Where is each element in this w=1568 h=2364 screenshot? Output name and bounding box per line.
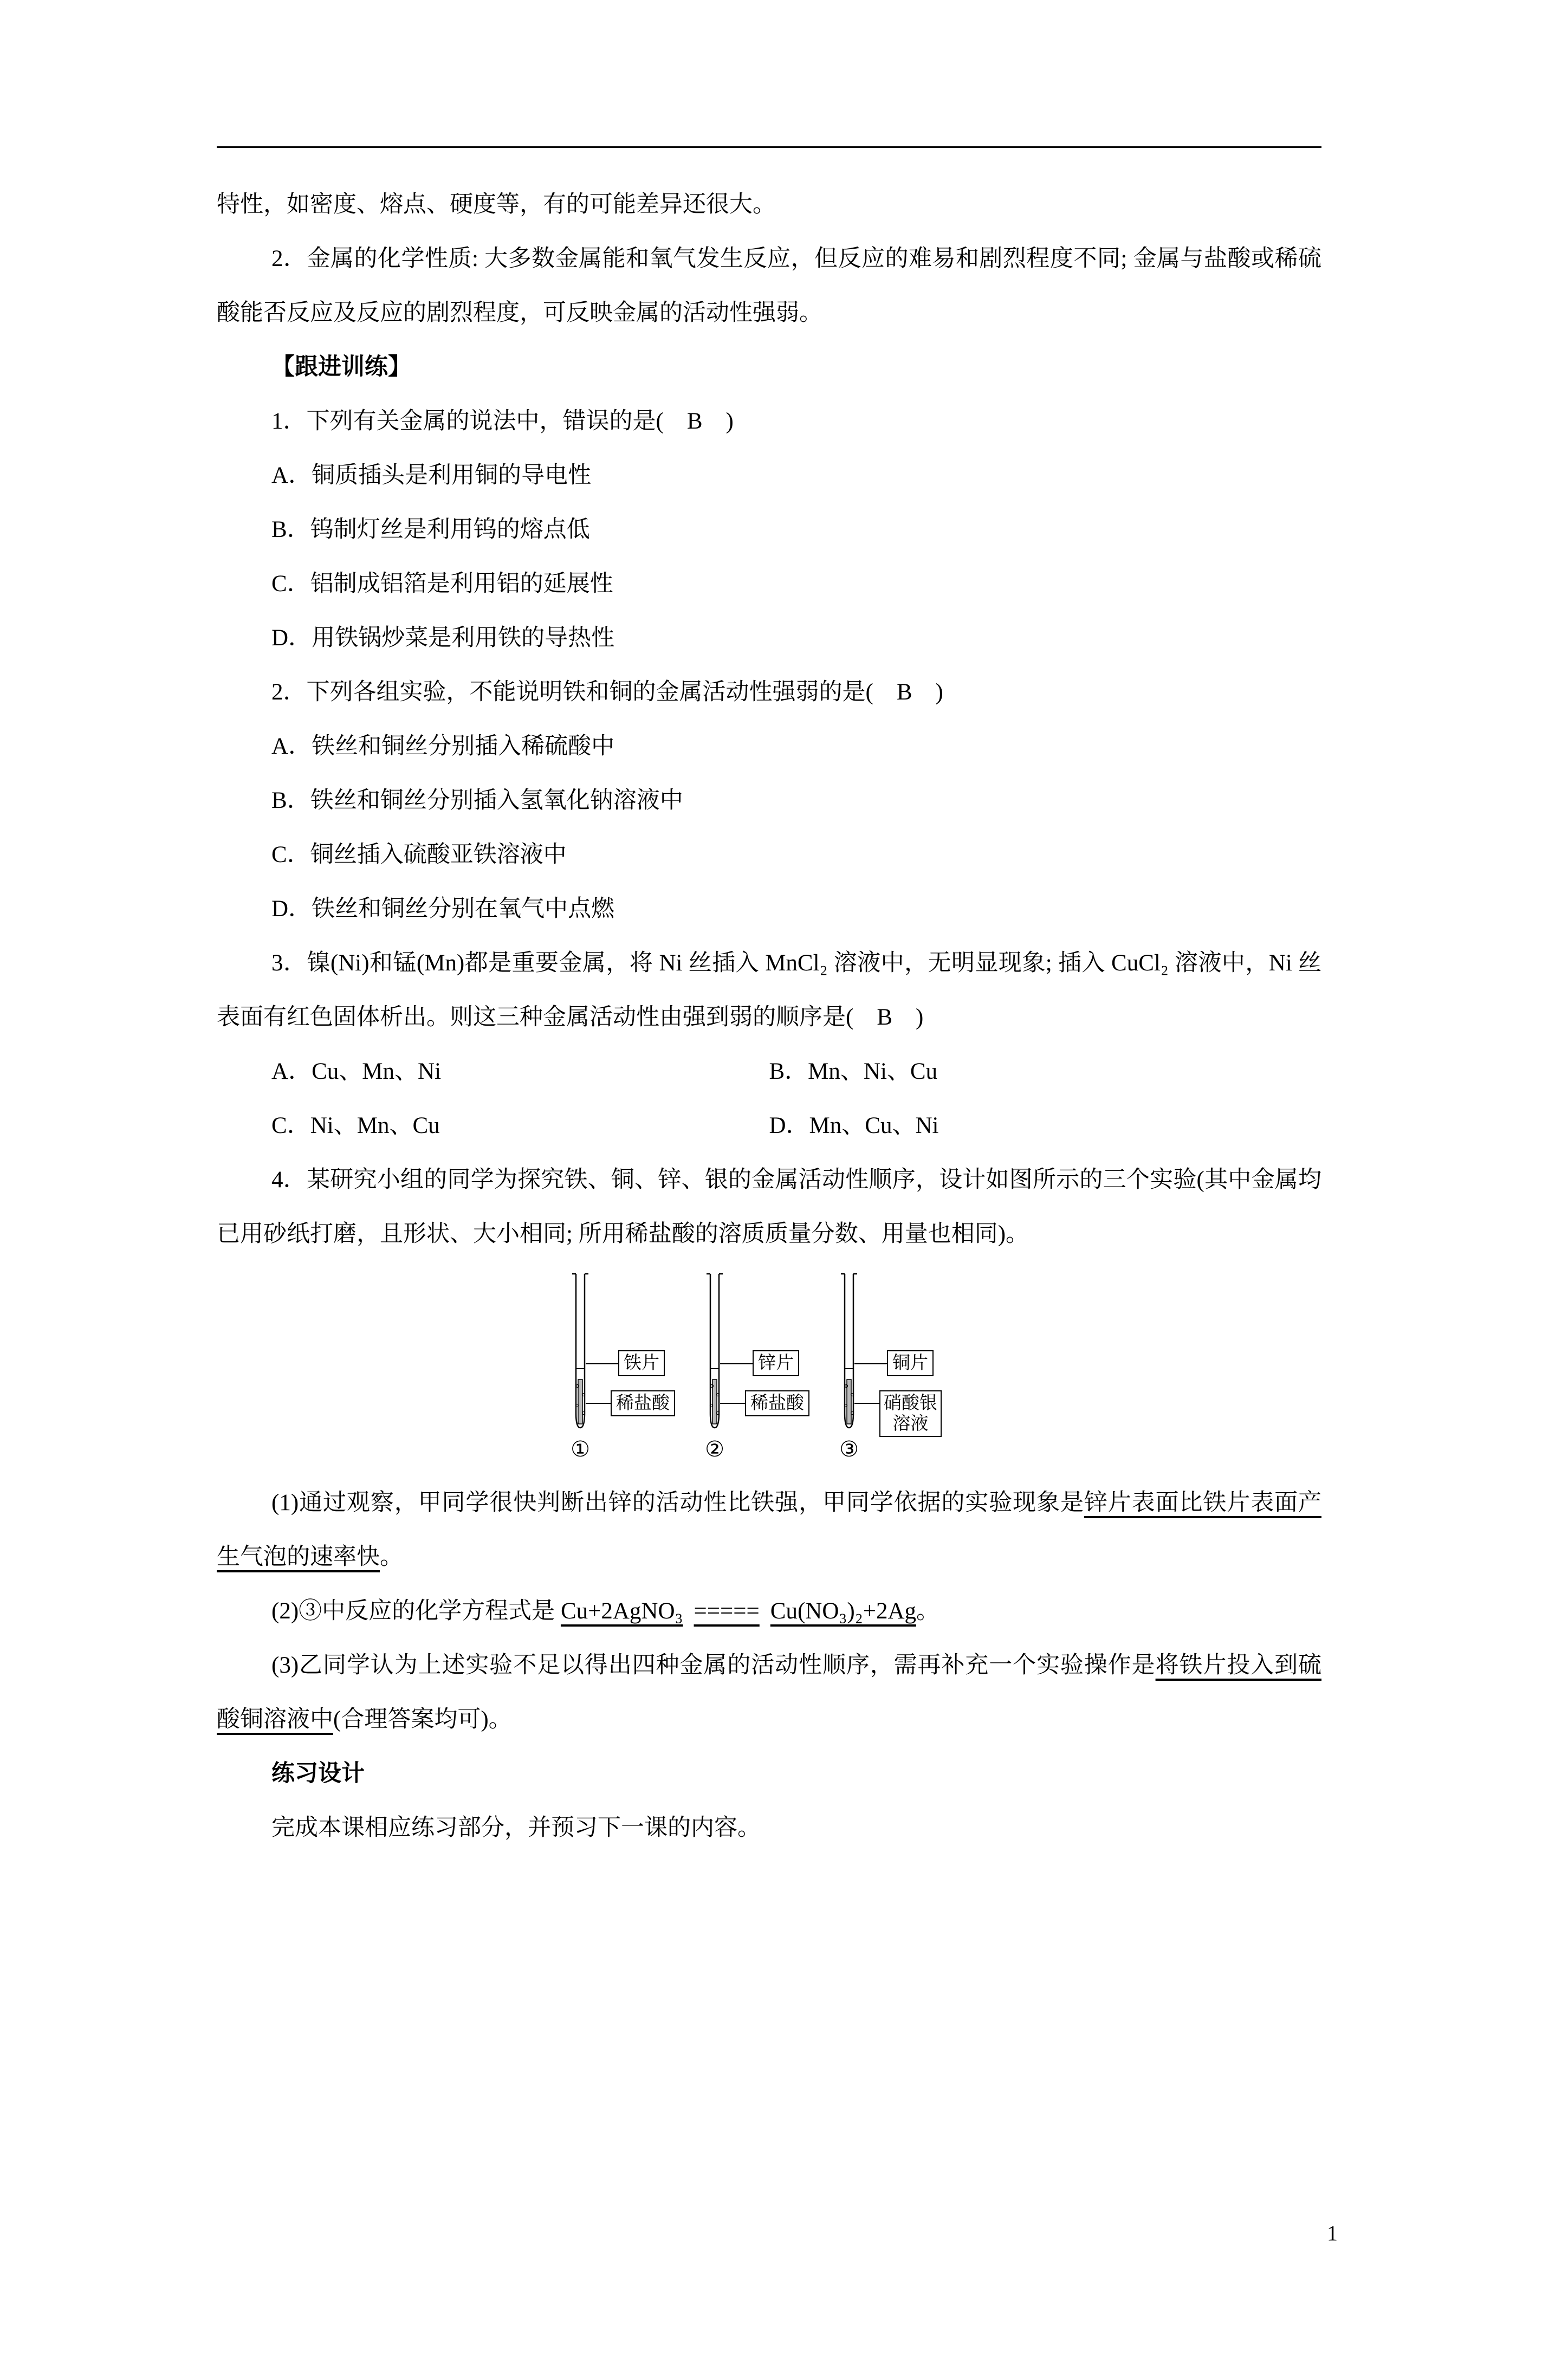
q2-option-a: A．铁丝和铜丝分别插入稀硫酸中 [271,734,615,759]
q4-sub1-period: 。 [380,1544,403,1570]
q3-option-c: C．Ni、Mn、Cu [271,1113,440,1138]
q3-stem: 3．镍(Ni)和锰(Mn)都是重要金属，将 Ni 丝插入 MnCl₂ 溶液中，无明显现象; 插入 CuCl₂ 溶液中，Ni 丝表面有红色固体析出。则这三种金属活动性由强到弱的顺序是( B ) [217,950,1321,1030]
q2-stem: 2．下列各组实验，不能说明铁和铜的金属活动性强弱的是( B ) [271,679,943,705]
q3-options-row-2 [217,1099,1321,1153]
q2-option-d: D．铁丝和铜丝分别在氧气中点燃 [271,896,615,922]
connector-line [720,1363,753,1364]
q2-option-c: C．铜丝插入硫酸亚铁溶液中 [271,842,567,867]
header-rule [217,146,1321,148]
tube-number-badge: ③ [839,1437,859,1462]
q2-option-b: B．铁丝和铜丝分别插入氢氧化钠溶液中 [271,788,683,813]
experiment-setup-1 [567,1271,702,1473]
q1-option-a: A．铜质插头是利用铜的导电性 [271,463,592,488]
equation-equals-sign: ===== [694,1598,760,1624]
tube-number-badge: ② [705,1437,724,1462]
equation-left: Cu+2AgNO₃ [560,1598,683,1624]
practice-design-header: 练习设计 [271,1761,365,1786]
tube-number-badge: ① [571,1437,590,1462]
q1-option-d: D．用铁锅炒菜是利用铁的导热性 [271,625,615,651]
test-tube-icon [836,1271,862,1434]
solution-label-line1: 硝酸银 [884,1394,937,1413]
q4-sub2-text: (2)③中反应的化学方程式是 [271,1598,561,1624]
metal-label-box: 铜片 [887,1350,934,1376]
connector-line [720,1403,745,1404]
test-tube-icon [567,1271,593,1434]
q4-sub3-note: (合理答案均可)。 [333,1707,512,1732]
q1-option-c: C．铝制成铝箔是利用铝的延展性 [271,571,613,597]
solution-label-box: 稀盐酸 [745,1390,809,1416]
q4-sub3 [217,1638,1321,1747]
q3-options-row-1 [217,1045,1321,1099]
q1-option-b: B．钨制灯丝是利用钨的熔点低 [271,517,590,542]
followup-training-header: 【跟进训练】 [271,354,412,380]
connector-line [854,1363,887,1364]
q3-option-a: A．Cu、Mn、Ni [271,1059,442,1084]
intro-continuation-line: 特性，如密度、熔点、硬度等，有的可能差异还很大。 [217,192,776,217]
experiment-diagram [567,1271,971,1473]
metal-label-box: 锌片 [753,1350,799,1376]
metal-label-box: 铁片 [618,1350,665,1376]
connector-line [586,1363,618,1364]
q4-sub2 [217,1584,1321,1638]
equation-right: Cu(NO₃)₂+2Ag [770,1598,917,1624]
q4-sub1-text: (1)通过观察，甲同学很快判断出锌的活动性比铁强，甲同学依据的实验现象是 [271,1490,1084,1515]
connector-line [586,1403,611,1404]
solution-label-box [879,1390,942,1437]
experiment-setup-2 [702,1271,836,1473]
chemical-properties-paragraph: 2．金属的化学性质: 大多数金属能和氧气发生反应，但反应的难易和剧烈程度不同; 金属与盐酸或稀硫酸能否反应及反应的剧烈程度，可反映金属的活动性强弱。 [217,246,1321,326]
q3-option-b: B．Mn、Ni、Cu [769,1059,938,1084]
q4-sub3-text: (3)乙同学认为上述实验不足以得出四种金属的活动性顺序，需再补充一个实验操作是 [271,1653,1156,1678]
connector-line [854,1403,879,1404]
q4-sub3-answer: 将铁片投入到硫酸铜溶液中 [217,1653,1322,1732]
q4-sub2-period: 。 [916,1598,940,1624]
solution-label-line2: 溶液 [892,1414,929,1434]
worksheet-page [0,146,1568,2364]
q4-sub1-answer: 锌片表面比铁片表面产生气泡的速率快 [217,1490,1321,1570]
solution-label-box: 稀盐酸 [611,1390,675,1416]
test-tube-icon [702,1271,728,1434]
q3-option-d: D．Mn、Cu、Ni [769,1113,939,1138]
q1-stem: 1．下列有关金属的说法中，错误的是( B ) [271,409,734,434]
q4-stem: 4．某研究小组的同学为探究铁、铜、锌、银的金属活动性顺序，设计如图所示的三个实验(其中金属均已用砂纸打磨，且形状、大小相同; 所用稀盐酸的溶质质量分数、用量也相同)。 [217,1167,1321,1247]
experiment-setup-3 [836,1271,970,1473]
q4-sub1 [217,1476,1321,1584]
page-number: 1 [1327,2221,1338,2245]
practice-text: 完成本课相应练习部分，并预习下一课的内容。 [271,1815,761,1841]
